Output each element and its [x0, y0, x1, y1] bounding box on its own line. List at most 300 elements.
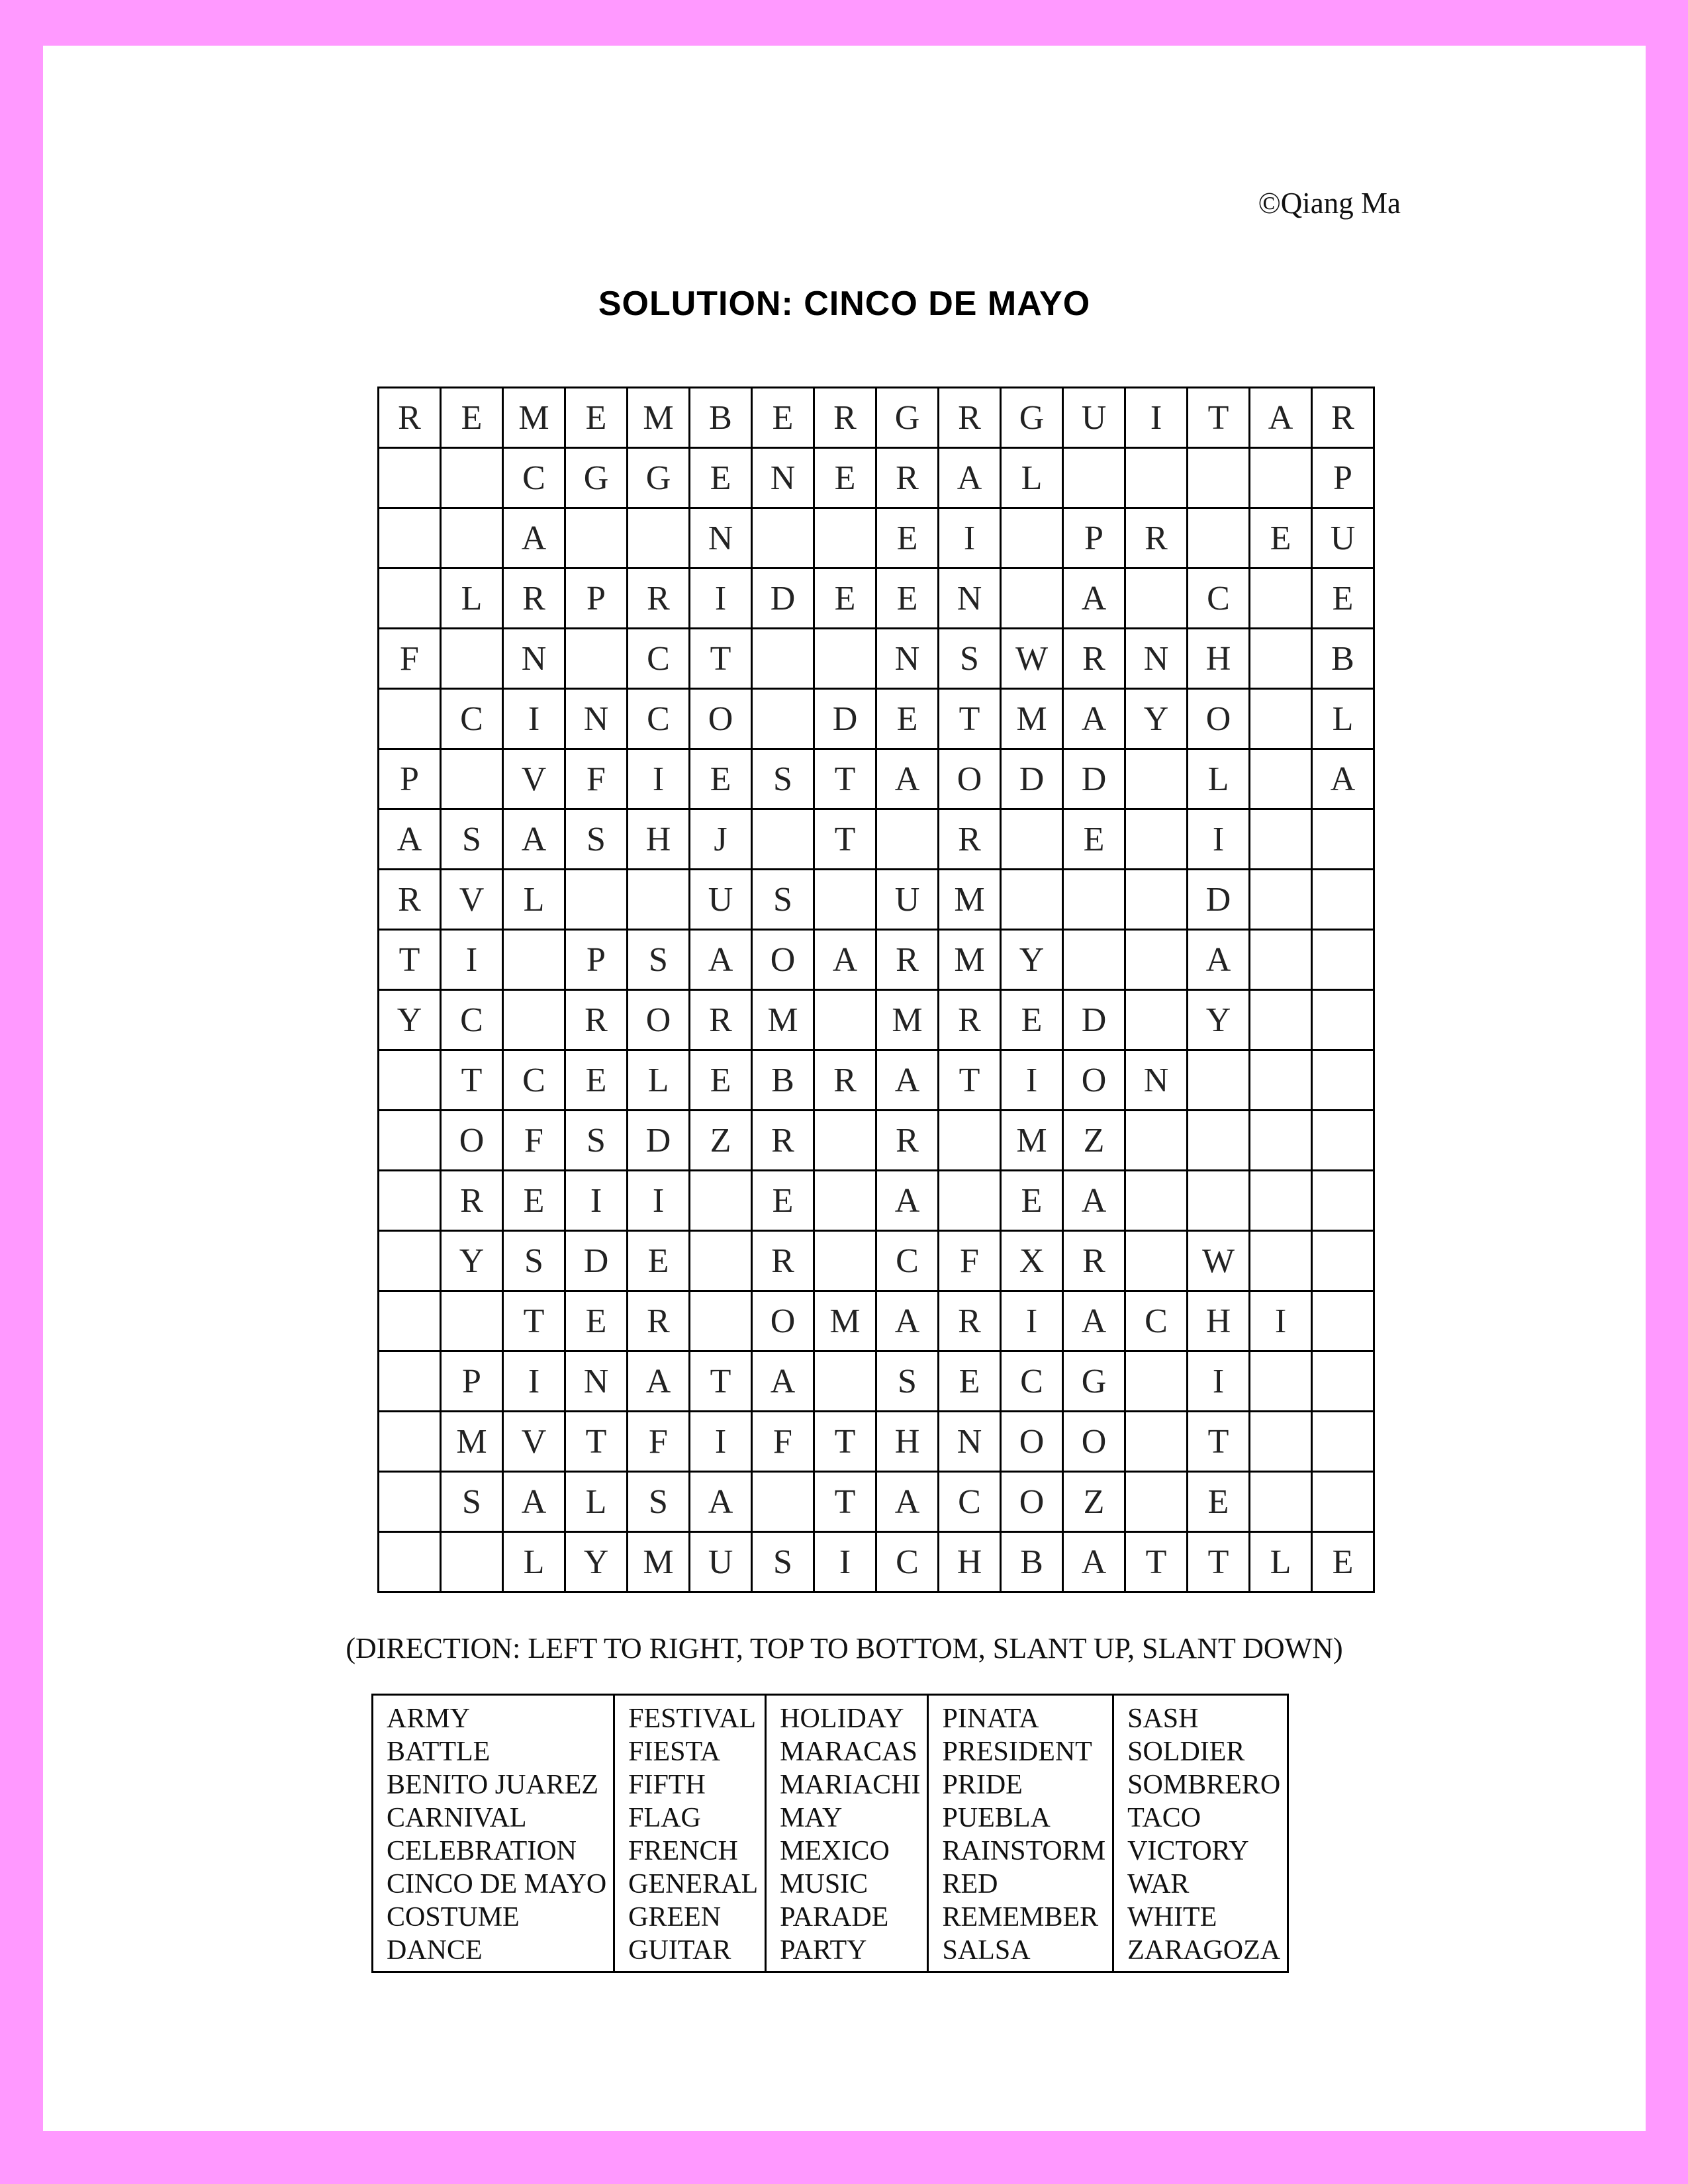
grid-cell: C [628, 689, 690, 749]
word-list-item: HOLIDAY [780, 1704, 904, 1734]
grid-cell: Y [1001, 930, 1063, 990]
grid-row [379, 1351, 1374, 1412]
grid-cell: C [441, 990, 503, 1050]
word-list-item: MAY [780, 1803, 843, 1833]
grid-cell: S [565, 1111, 628, 1171]
grid-cell: M [876, 990, 939, 1050]
word-list-item: REMEMBER [942, 1902, 1099, 1933]
grid-cell: S [752, 749, 814, 809]
grid-cell: U [876, 870, 939, 930]
grid-cell: N [752, 448, 814, 508]
grid-cell: G [1063, 1351, 1125, 1412]
grid-cell: R [1312, 388, 1374, 448]
grid-cell: A [876, 1050, 939, 1111]
grid-cell [1250, 1351, 1312, 1412]
grid-cell: O [752, 930, 814, 990]
grid-cell: Z [1063, 1111, 1125, 1171]
grid-cell: I [690, 1412, 752, 1472]
grid-cell: O [628, 990, 690, 1050]
grid-cell [1001, 569, 1063, 629]
grid-row [379, 1111, 1374, 1171]
grid-cell [379, 1050, 441, 1111]
grid-cell: R [876, 930, 939, 990]
grid-cell: T [379, 930, 441, 990]
grid-cell [379, 1351, 441, 1412]
grid-cell: A [876, 1291, 939, 1351]
grid-row [379, 990, 1374, 1050]
grid-cell: L [1250, 1532, 1312, 1592]
grid-cell: I [1001, 1291, 1063, 1351]
word-list-item: PARADE [780, 1902, 889, 1933]
grid-cell [1312, 1111, 1374, 1171]
grid-cell: J [690, 809, 752, 870]
grid-cell: L [1312, 689, 1374, 749]
word-list-item: MARACAS [780, 1737, 917, 1767]
word-list-item: TACO [1127, 1803, 1201, 1833]
grid-cell: A [939, 448, 1001, 508]
grid-cell [1125, 870, 1188, 930]
grid-cell: E [1063, 809, 1125, 870]
grid-cell: E [752, 388, 814, 448]
grid-cell: L [628, 1050, 690, 1111]
grid-cell: G [565, 448, 628, 508]
grid-cell [1125, 1171, 1188, 1231]
word-list-item: CARNIVAL [387, 1803, 527, 1833]
grid-cell: A [690, 930, 752, 990]
grid-cell: F [628, 1412, 690, 1472]
grid-cell: Y [565, 1532, 628, 1592]
grid-cell: H [876, 1412, 939, 1472]
grid-cell [1250, 1171, 1312, 1231]
grid-cell: R [939, 1291, 1001, 1351]
page-title: SOLUTION: CINCO DE MAYO [598, 285, 1091, 323]
grid-cell: T [1188, 1412, 1250, 1472]
grid-cell [1312, 870, 1374, 930]
grid-cell: W [1001, 629, 1063, 689]
grid-cell: U [690, 1532, 752, 1592]
grid-cell [628, 508, 690, 569]
word-list-column [928, 1695, 1113, 1972]
grid-cell [379, 508, 441, 569]
grid-cell: C [876, 1532, 939, 1592]
grid-cell [1312, 1171, 1374, 1231]
grid-cell [1125, 749, 1188, 809]
grid-cell: P [565, 930, 628, 990]
grid-row [379, 749, 1374, 809]
grid-cell: B [690, 388, 752, 448]
grid-cell: Z [1063, 1472, 1125, 1532]
grid-cell [565, 508, 628, 569]
grid-row [379, 448, 1374, 508]
grid-cell: T [565, 1412, 628, 1472]
grid-cell [1250, 809, 1312, 870]
grid-cell: N [939, 569, 1001, 629]
grid-cell: H [628, 809, 690, 870]
grid-cell: R [752, 1111, 814, 1171]
word-list-item: ZARAGOZA [1127, 1935, 1281, 1966]
grid-cell: F [939, 1231, 1001, 1291]
grid-cell [1125, 1351, 1188, 1412]
grid-cell: N [1125, 1050, 1188, 1111]
grid-cell [565, 870, 628, 930]
grid-cell [1250, 990, 1312, 1050]
grid-cell: I [1250, 1291, 1312, 1351]
grid-cell: R [1063, 629, 1125, 689]
grid-cell: R [939, 809, 1001, 870]
word-list-item: MEXICO [780, 1836, 890, 1866]
grid-cell: F [379, 629, 441, 689]
grid-cell: O [939, 749, 1001, 809]
grid-cell: I [503, 689, 565, 749]
grid-cell: O [1063, 1050, 1125, 1111]
grid-cell [1125, 1412, 1188, 1472]
grid-cell [814, 870, 876, 930]
grid-cell [939, 1171, 1001, 1231]
grid-row [379, 1050, 1374, 1111]
grid-cell: S [752, 870, 814, 930]
grid-cell: A [1312, 749, 1374, 809]
grid-cell: T [814, 1412, 876, 1472]
grid-row [379, 1171, 1374, 1231]
grid-cell: E [876, 689, 939, 749]
grid-cell [1250, 749, 1312, 809]
grid-cell: T [939, 1050, 1001, 1111]
grid-cell: I [565, 1171, 628, 1231]
grid-cell [379, 689, 441, 749]
grid-cell: C [503, 1050, 565, 1111]
grid-cell [1063, 930, 1125, 990]
grid-cell: A [628, 1351, 690, 1412]
grid-cell: W [1188, 1231, 1250, 1291]
grid-cell: A [1063, 1291, 1125, 1351]
grid-cell: R [565, 990, 628, 1050]
grid-cell: A [1188, 930, 1250, 990]
word-list-item: RED [942, 1869, 998, 1899]
grid-cell [752, 809, 814, 870]
grid-cell [379, 1291, 441, 1351]
grid-cell [379, 1171, 441, 1231]
grid-cell: E [1001, 990, 1063, 1050]
grid-cell: L [441, 569, 503, 629]
grid-cell: A [1250, 388, 1312, 448]
grid-cell: A [752, 1351, 814, 1412]
grid-cell: V [503, 1412, 565, 1472]
grid-cell: E [814, 448, 876, 508]
grid-cell [1312, 930, 1374, 990]
word-list-item: CELEBRATION [387, 1836, 577, 1866]
grid-cell: A [876, 1472, 939, 1532]
grid-cell: L [565, 1472, 628, 1532]
grid-cell: S [752, 1532, 814, 1592]
grid-cell [752, 1472, 814, 1532]
grid-cell: N [1125, 629, 1188, 689]
grid-cell: E [1250, 508, 1312, 569]
word-list-item: WHITE [1127, 1902, 1217, 1933]
word-list-column [766, 1695, 928, 1972]
grid-cell: R [752, 1231, 814, 1291]
grid-row [379, 1291, 1374, 1351]
copyright-notice: ©Qiang Ma [1258, 187, 1401, 220]
grid-cell: L [503, 1532, 565, 1592]
grid-cell [752, 629, 814, 689]
word-list-item: CINCO DE MAYO [387, 1869, 607, 1899]
grid-cell [1312, 1231, 1374, 1291]
grid-cell [1312, 1050, 1374, 1111]
grid-cell [1312, 1412, 1374, 1472]
word-list-item: FLAG [628, 1803, 701, 1833]
grid-cell: L [503, 870, 565, 930]
grid-cell [1125, 569, 1188, 629]
grid-row [379, 508, 1374, 569]
grid-cell: M [628, 388, 690, 448]
grid-cell [814, 1231, 876, 1291]
word-list-item: ARMY [387, 1704, 471, 1734]
word-list-item: PINATA [942, 1704, 1039, 1734]
grid-cell [1250, 1231, 1312, 1291]
grid-cell [814, 508, 876, 569]
grid-cell: C [1001, 1351, 1063, 1412]
grid-cell: R [379, 388, 441, 448]
grid-cell [1312, 1351, 1374, 1412]
grid-cell: E [814, 569, 876, 629]
grid-cell: U [1063, 388, 1125, 448]
grid-cell [1125, 990, 1188, 1050]
grid-cell: R [379, 870, 441, 930]
grid-row [379, 569, 1374, 629]
grid-cell: M [939, 930, 1001, 990]
grid-cell: I [628, 749, 690, 809]
grid-cell [1001, 870, 1063, 930]
grid-cell: E [690, 749, 752, 809]
grid-cell: D [1063, 749, 1125, 809]
grid-cell [1250, 1050, 1312, 1111]
grid-cell: D [565, 1231, 628, 1291]
grid-cell: M [503, 388, 565, 448]
grid-cell: D [1001, 749, 1063, 809]
grid-cell: C [939, 1472, 1001, 1532]
grid-cell: E [1188, 1472, 1250, 1532]
grid-cell [814, 1111, 876, 1171]
grid-cell: A [503, 809, 565, 870]
grid-cell [1188, 508, 1250, 569]
grid-cell: O [1001, 1472, 1063, 1532]
grid-cell: S [628, 930, 690, 990]
word-list-item: FRENCH [628, 1836, 738, 1866]
grid-cell: L [1188, 749, 1250, 809]
grid-cell: G [876, 388, 939, 448]
grid-cell: R [814, 1050, 876, 1111]
word-list-item: SASH [1127, 1704, 1199, 1734]
grid-cell [379, 1111, 441, 1171]
word-list-item: GENERAL [628, 1869, 759, 1899]
grid-cell: R [503, 569, 565, 629]
grid-cell [441, 1291, 503, 1351]
grid-cell: R [690, 990, 752, 1050]
grid-cell: E [503, 1171, 565, 1231]
grid-cell [1001, 809, 1063, 870]
grid-cell [565, 629, 628, 689]
grid-cell: M [752, 990, 814, 1050]
grid-cell: T [1188, 1532, 1250, 1592]
worksheet-page [43, 46, 1646, 2131]
word-list-row [373, 1695, 1288, 1972]
grid-cell [1250, 1412, 1312, 1472]
word-list-item: VICTORY [1127, 1836, 1249, 1866]
grid-row [379, 1412, 1374, 1472]
grid-cell: E [565, 1291, 628, 1351]
grid-cell [1188, 1171, 1250, 1231]
grid-cell: S [503, 1231, 565, 1291]
grid-cell [876, 809, 939, 870]
grid-cell: D [752, 569, 814, 629]
grid-cell: Y [379, 990, 441, 1050]
grid-cell: F [503, 1111, 565, 1171]
word-list-column [1113, 1695, 1288, 1972]
grid-cell [1063, 870, 1125, 930]
grid-cell: M [939, 870, 1001, 930]
word-list-item: PRESIDENT [942, 1737, 1092, 1767]
grid-cell: B [1001, 1532, 1063, 1592]
grid-cell: I [1125, 388, 1188, 448]
grid-cell: O [690, 689, 752, 749]
grid-cell [441, 1532, 503, 1592]
grid-cell: H [939, 1532, 1001, 1592]
grid-cell: O [441, 1111, 503, 1171]
grid-cell [1188, 1111, 1250, 1171]
grid-cell: M [441, 1412, 503, 1472]
word-list-item: COSTUME [387, 1902, 520, 1933]
grid-cell [1250, 689, 1312, 749]
grid-cell: E [752, 1171, 814, 1231]
grid-cell: E [1312, 1532, 1374, 1592]
grid-row [379, 689, 1374, 749]
grid-cell: A [876, 1171, 939, 1231]
word-list-item: PRIDE [942, 1770, 1023, 1800]
grid-cell [752, 689, 814, 749]
grid-cell [1250, 930, 1312, 990]
grid-cell: R [814, 388, 876, 448]
grid-cell [690, 1171, 752, 1231]
grid-cell [1250, 1111, 1312, 1171]
grid-cell: N [876, 629, 939, 689]
grid-cell: B [752, 1050, 814, 1111]
grid-cell [1250, 569, 1312, 629]
grid-cell [441, 448, 503, 508]
grid-cell [379, 1412, 441, 1472]
grid-cell: I [939, 508, 1001, 569]
grid-cell [1188, 1050, 1250, 1111]
grid-cell: Y [1188, 990, 1250, 1050]
grid-cell: A [876, 749, 939, 809]
word-list-item: FESTIVAL [628, 1704, 757, 1734]
grid-cell [1125, 809, 1188, 870]
grid-row [379, 388, 1374, 448]
grid-cell: H [1188, 629, 1250, 689]
grid-cell: A [1063, 1171, 1125, 1231]
grid-cell: T [690, 1351, 752, 1412]
grid-cell [1312, 809, 1374, 870]
grid-cell: U [1312, 508, 1374, 569]
grid-cell [379, 448, 441, 508]
grid-cell: B [1312, 629, 1374, 689]
grid-cell: I [1188, 1351, 1250, 1412]
grid-cell [1125, 1231, 1188, 1291]
grid-row [379, 809, 1374, 870]
grid-cell [1188, 448, 1250, 508]
grid-cell [814, 629, 876, 689]
grid-cell [379, 569, 441, 629]
grid-cell: P [441, 1351, 503, 1412]
grid-cell [503, 930, 565, 990]
grid-cell: X [1001, 1231, 1063, 1291]
word-list-item: MARIACHI [780, 1770, 921, 1800]
grid-cell: N [939, 1412, 1001, 1472]
grid-cell: G [1001, 388, 1063, 448]
grid-cell: T [814, 749, 876, 809]
word-search-grid [377, 387, 1375, 1593]
grid-cell: P [565, 569, 628, 629]
grid-cell: S [628, 1472, 690, 1532]
grid-cell: F [565, 749, 628, 809]
grid-cell [1250, 448, 1312, 508]
grid-cell: N [690, 508, 752, 569]
grid-cell: E [565, 388, 628, 448]
grid-cell: A [1063, 569, 1125, 629]
grid-cell: A [1063, 689, 1125, 749]
grid-cell [441, 508, 503, 569]
grid-cell: C [1125, 1291, 1188, 1351]
word-list-item: WAR [1127, 1869, 1190, 1899]
grid-cell [379, 1532, 441, 1592]
grid-cell [1125, 930, 1188, 990]
grid-cell: E [1312, 569, 1374, 629]
grid-row [379, 629, 1374, 689]
grid-cell: S [565, 809, 628, 870]
word-list-item: RAINSTORM [942, 1836, 1106, 1866]
grid-cell: E [628, 1231, 690, 1291]
grid-cell: R [1063, 1231, 1125, 1291]
grid-cell: O [1188, 689, 1250, 749]
grid-cell: R [876, 448, 939, 508]
grid-cell: I [503, 1351, 565, 1412]
grid-cell [752, 508, 814, 569]
grid-cell: C [628, 629, 690, 689]
word-list-item: GREEN [628, 1902, 722, 1933]
word-list-item: SOLDIER [1127, 1737, 1245, 1767]
word-list-item: PUEBLA [942, 1803, 1051, 1833]
grid-cell [1312, 1472, 1374, 1532]
grid-cell: E [1001, 1171, 1063, 1231]
grid-cell: D [1188, 870, 1250, 930]
grid-cell: T [1188, 388, 1250, 448]
grid-row [379, 870, 1374, 930]
grid-cell: M [1001, 1111, 1063, 1171]
grid-cell [814, 990, 876, 1050]
grid-row [379, 1231, 1374, 1291]
grid-cell [441, 629, 503, 689]
grid-cell [379, 1231, 441, 1291]
grid-cell [441, 749, 503, 809]
grid-cell: D [1063, 990, 1125, 1050]
grid-cell: V [503, 749, 565, 809]
grid-cell: F [752, 1412, 814, 1472]
word-list-column [614, 1695, 766, 1972]
word-list-item: BATTLE [387, 1737, 491, 1767]
word-list-item: FIESTA [628, 1737, 721, 1767]
grid-cell: S [939, 629, 1001, 689]
word-list-item: SOMBRERO [1127, 1770, 1281, 1800]
grid-cell: E [876, 569, 939, 629]
